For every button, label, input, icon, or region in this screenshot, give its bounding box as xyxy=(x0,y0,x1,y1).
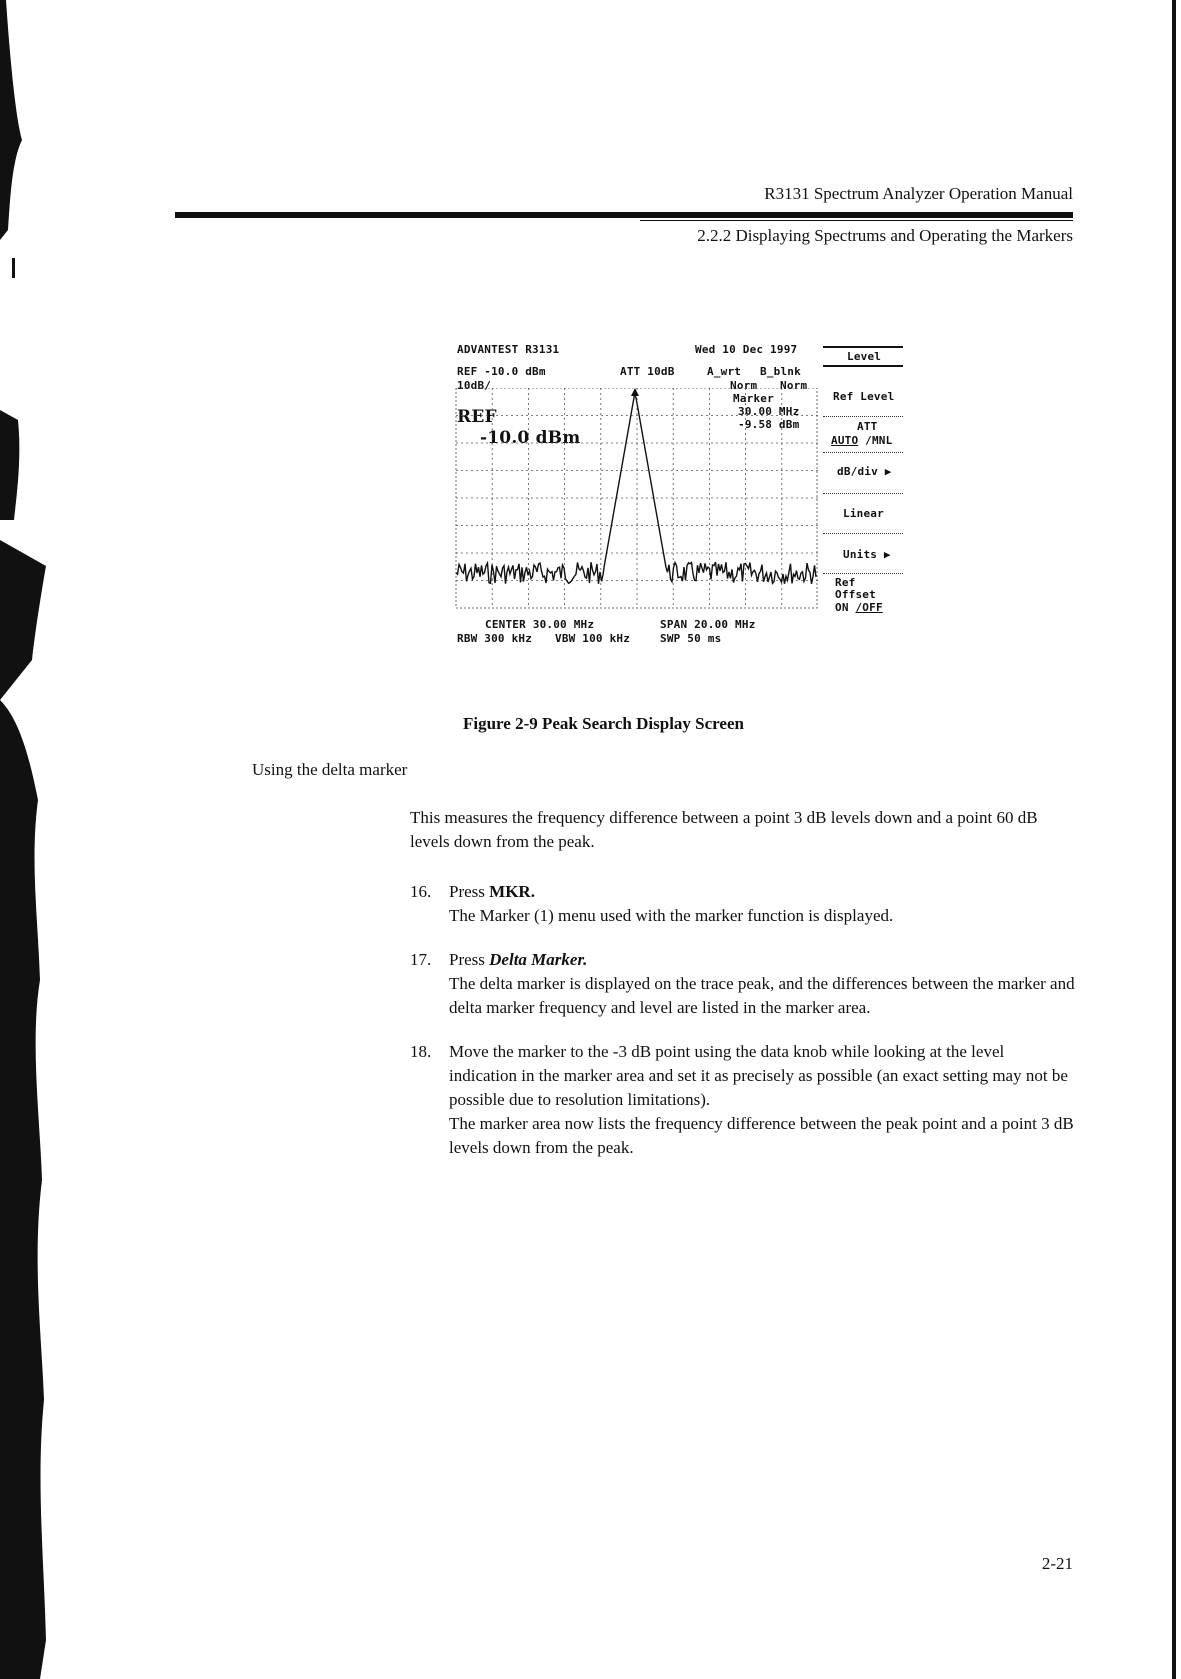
screen-marker-frequency: 30.00 MHz xyxy=(738,405,800,418)
softkey-linear: Linear xyxy=(843,507,884,520)
softkey-ref-offset-line2: Offset xyxy=(835,588,876,601)
screen-trace-a: A_wrt xyxy=(707,365,742,378)
screen-marker-label: Marker xyxy=(733,392,774,405)
step-press: Press xyxy=(449,950,485,969)
screen-scale: 10dB/ xyxy=(457,379,492,392)
screen-vbw: VBW 100 kHz xyxy=(555,632,631,645)
menu-title: Level xyxy=(847,350,882,363)
screen-span: SPAN 20.00 MHz xyxy=(660,618,756,631)
key-name: Delta Marker. xyxy=(489,950,588,969)
step-description: The delta marker is displayed on the trace peak, and the differences between the marker and delta marker frequency and level are listed in the marker area. xyxy=(449,974,1075,1017)
section-title: 2.2.2 Displaying Spectrums and Operating the Markers xyxy=(697,226,1073,245)
screen-trace-b: B_blnk xyxy=(760,365,801,378)
ref-offset-off: /OFF xyxy=(855,601,883,614)
menu-separator xyxy=(823,416,903,417)
key-name: MKR. xyxy=(489,882,535,901)
menu-separator xyxy=(823,452,903,453)
figure-caption: Figure 2-9 Peak Search Display Screen xyxy=(463,714,744,733)
screen-norm-a: Norm xyxy=(730,379,758,392)
side-heading: Using the delta marker xyxy=(252,760,408,779)
step-result: The marker area now lists the frequency difference between the peak point and a point 3 dB levels down from the peak. xyxy=(449,1114,1074,1157)
softkey-db-div: dB/div ▶ xyxy=(837,465,892,478)
step-17 xyxy=(449,948,1075,1020)
step-press: Press xyxy=(449,882,485,901)
screen-marker-level: -9.58 dBm xyxy=(738,418,800,431)
marker-arrow-icon xyxy=(631,388,639,396)
header-rule xyxy=(175,212,1073,218)
softkey-att: ATT xyxy=(857,420,878,433)
step-number: 16. xyxy=(410,882,432,901)
menu-separator xyxy=(823,533,903,534)
att-mode-mnl: /MNL xyxy=(858,434,893,447)
page-number: 2-21 xyxy=(1041,1554,1073,1573)
step-number: 18. xyxy=(410,1042,432,1061)
softkey-units: Units ▶ xyxy=(843,548,891,561)
screen-ref-overlay-label: REF xyxy=(457,407,497,427)
step-18 xyxy=(449,1040,1075,1160)
screen-ref-level: REF -10.0 dBm xyxy=(457,365,546,378)
step-description: The Marker (1) menu used with the marker function is displayed. xyxy=(449,906,894,925)
page-edge-rule xyxy=(1172,0,1176,1679)
screen-swp: SWP 50 ms xyxy=(660,632,722,645)
menu-title-rule-bottom xyxy=(823,365,903,367)
manual-title: R3131 Spectrum Analyzer Operation Manual xyxy=(764,184,1073,203)
menu-title-rule xyxy=(823,346,903,348)
att-mode-auto: AUTO xyxy=(831,434,859,447)
softkey-ref-offset-toggle xyxy=(835,601,883,614)
screen-rbw: RBW 300 kHz xyxy=(457,632,533,645)
ref-offset-on: ON xyxy=(835,601,849,614)
intro-paragraph: This measures the frequency difference between a point 3 dB levels down and a point 60 dB levels down from the peak. xyxy=(410,808,1038,851)
step-instruction xyxy=(449,948,1075,972)
spectrum-screen-figure xyxy=(455,340,905,685)
step-16 xyxy=(449,880,1075,928)
softkey-att-mode xyxy=(831,434,892,447)
softkey-ref-level: Ref Level xyxy=(833,390,895,403)
screen-date: Wed 10 Dec 1997 xyxy=(695,343,798,356)
menu-separator xyxy=(823,493,903,494)
screen-att: ATT 10dB xyxy=(620,365,675,378)
header-subrule xyxy=(640,220,1073,221)
menu-separator xyxy=(823,573,903,574)
softkey-ref-offset-line1: Ref xyxy=(835,576,856,589)
screen-ref-overlay-value: -10.0 dBm xyxy=(480,428,581,448)
screen-center: CENTER 30.00 MHz xyxy=(485,618,595,631)
step-instruction xyxy=(449,880,1075,904)
scan-binding-edge xyxy=(0,0,60,1679)
spectrum-graticule xyxy=(455,388,820,610)
screen-norm-b: Norm xyxy=(780,379,808,392)
step-number: 17. xyxy=(410,950,432,969)
step-description: Move the marker to the -3 dB point using the data knob while looking at the level indication in the marker area and set it as precisely as possible (an exact setting may not be possible due to resolution limitations). xyxy=(449,1042,1068,1109)
screen-model: ADVANTEST R3131 xyxy=(457,343,560,356)
